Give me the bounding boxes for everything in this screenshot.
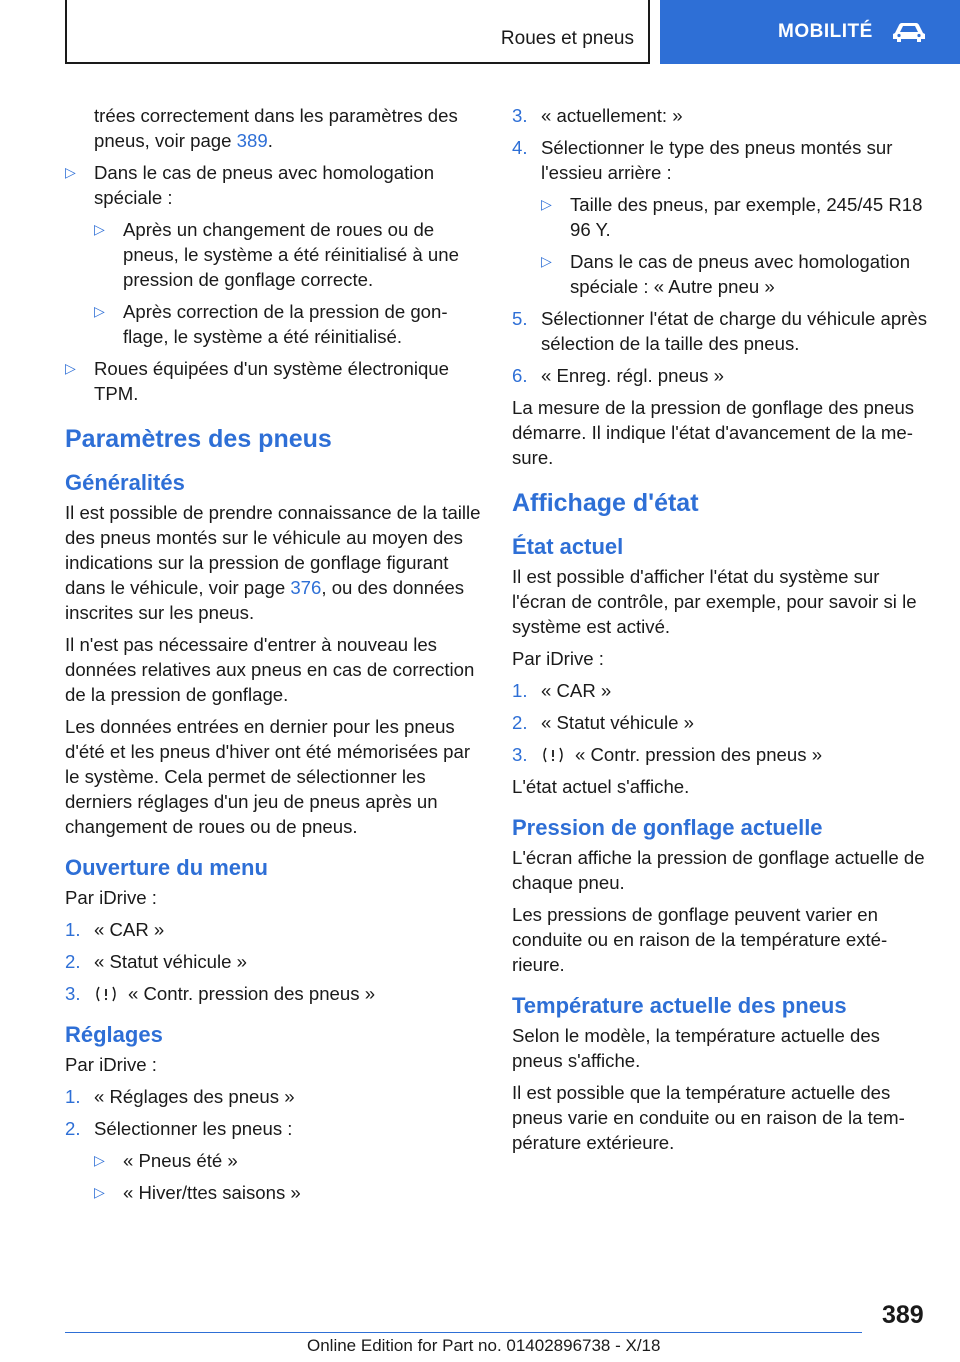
list-item-text: Dans le cas de pneus avec homologation spéciale : « Autre pneu » [570,251,911,297]
step-text: « Contr. pression des pneus » [128,983,376,1004]
step-text: Sélectionner le type des pneus montés sur l'essieu arrière : [541,137,893,183]
paragraph: Les données entrées en dernier pour les pneus d'été et les pneus d'hiver ont été mémorisées par le système. Cela permet de sélectionner les derniers réglages d'un jeu de pneus après un changement de roues ou de pneus. [65,716,471,837]
step-number: 1. [512,680,528,701]
step-text: « CAR » [94,919,165,940]
paragraph: Par iDrive : [65,1054,157,1075]
list-item-text: Roues équipées d'un système électronique TPM. [94,358,449,404]
numbered-step [65,1084,483,1109]
heading-general: Généralités [65,470,185,495]
step-number: 1. [65,1086,81,1107]
text: . [267,130,273,151]
step-number: 3. [65,983,81,1004]
footer-divider [65,1332,862,1333]
list-item-text: Après correction de la pression de gonflage, le système a été réinitialisé. [123,301,448,347]
step-text: Sélectionner les pneus : [94,1118,293,1139]
list-item [94,1148,483,1173]
numbered-step [512,710,930,735]
text: trées correctement dans les paramètres des pneus, voir page [94,105,458,151]
step-text: Sélectionner l'état de charge du véhicule après sélection de la taille des pneus. [541,308,928,354]
triangle-bullet-icon: ▷ [94,303,105,319]
step-number: 6. [512,365,528,386]
heading-open-menu: Ouverture du menu [65,855,268,880]
list-item-text: Dans le cas de pneus avec homologation spéciale : [94,162,435,208]
tyre-pressure-warning-icon [541,746,565,764]
heading-current-temperature: Température actuelle des pneus [512,993,847,1018]
list-item [94,217,483,292]
numbered-step [65,917,483,942]
step-text: « Contr. pression des pneus » [575,744,823,765]
paragraph: Il est possible que la température actuelle des pneus varie en conduite ou en raison de la température extérieure. [512,1082,905,1153]
step-number: 4. [512,137,528,158]
page-number: 389 [882,1301,924,1329]
numbered-step [512,363,930,388]
list-item [65,160,483,210]
car-icon [891,21,927,43]
heading-current-pressure: Pression de gonflage actuelle [512,815,823,840]
continued-paragraph [65,103,483,153]
edition-note: Online Edition for Part no. 01402896738 - X/18 [307,1336,661,1355]
list-item [94,299,483,349]
step-number: 2. [65,951,81,972]
text: Il est possible de prendre connaissance de la taille des pneus montés sur le véhicule au moyen des indications sur la pression de gonflage figurant dans le véhicule, voir page [65,502,481,598]
list-item [541,249,930,299]
list-item-text: Taille des pneus, par exemple, 245/45 R18 96 Y. [570,194,923,240]
triangle-bullet-icon: ▷ [94,221,105,237]
heading-status-display: Affichage d'état [512,489,699,517]
numbered-step [65,1116,483,1141]
step-number: 2. [65,1118,81,1139]
tyre-pressure-warning-icon [94,985,118,1003]
step-number: 3. [512,744,528,765]
numbered-step [512,742,930,767]
right-column [512,103,930,1162]
step-text: « Réglages des pneus » [94,1086,295,1107]
list-item-text: Après un changement de roues ou de pneus, le système a été réinitialisé à une pression de gonflage correcte. [123,219,459,290]
numbered-step [512,306,930,356]
triangle-bullet-icon: ▷ [65,164,76,180]
paragraph [65,500,483,625]
list-item [65,356,483,406]
paragraph: Il est possible d'afficher l'état du système sur l'écran de contrôle, par exemple, pour savoir si le système est activé. [512,566,917,637]
step-text: « actuellement: » [541,105,683,126]
step-number: 3. [512,105,528,126]
paragraph: La mesure de la pression de gonflage des pneus démarre. Il indique l'état d'avancement de la mesure. [512,397,915,468]
list-item [541,192,930,242]
list-item [94,1180,483,1205]
step-text: « Statut véhicule » [541,712,694,733]
step-number: 2. [512,712,528,733]
numbered-step [65,949,483,974]
triangle-bullet-icon: ▷ [65,360,76,376]
triangle-bullet-icon: ▷ [94,1184,105,1200]
paragraph: Selon le modèle, la température actuelle des pneus s'affiche. [512,1025,880,1071]
heading-current-status: État actuel [512,534,624,559]
list-item-text: « Hiver/ttes saisons » [123,1182,301,1203]
heading-settings: Réglages [65,1022,163,1047]
numbered-step [512,103,930,128]
step-text: « Enreg. régl. pneus » [541,365,724,386]
text: , ou des données inscrites sur les pneus. [65,577,465,623]
paragraph: L'état actuel s'affiche. [512,776,690,797]
numbered-step [65,981,483,1006]
step-number: 1. [65,919,81,940]
chapter-tab-label: MOBILITÉ [778,21,873,42]
numbered-step [512,135,930,185]
heading-tyre-parameters: Paramètres des pneus [65,425,332,453]
page-link[interactable]: 376 [290,577,322,598]
page-link[interactable]: 389 [236,130,268,151]
left-column [65,103,483,1212]
chapter-tab[interactable] [660,0,960,64]
triangle-bullet-icon: ▷ [541,253,552,269]
paragraph: Les pressions de gonflage peuvent varier en conduite ou en raison de la température extérieure. [512,904,888,975]
paragraph: Il n'est pas nécessaire d'entrer à nouveau les données relatives aux pneus en cas de correction de la pression de gonflage. [65,634,475,705]
step-text: « CAR » [541,680,612,701]
step-text: « Statut véhicule » [94,951,247,972]
step-number: 5. [512,308,528,329]
numbered-step [512,678,930,703]
triangle-bullet-icon: ▷ [541,196,552,212]
paragraph: Par iDrive : [65,887,157,908]
section-title: Roues et pneus [500,28,634,49]
list-item-text: « Pneus été » [123,1150,238,1171]
triangle-bullet-icon: ▷ [94,1152,105,1168]
paragraph: L'écran affiche la pression de gonflage actuelle de chaque pneu. [512,847,925,893]
paragraph: Par iDrive : [512,648,604,669]
